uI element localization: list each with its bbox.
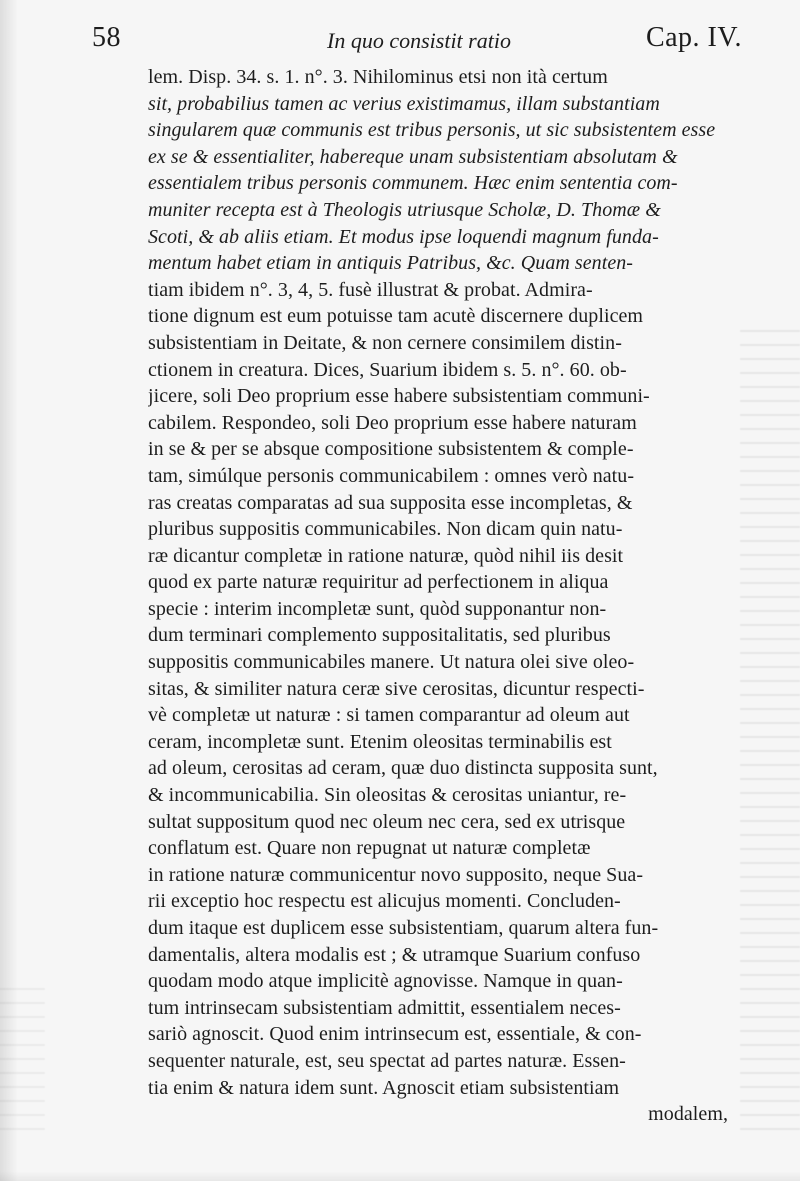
text-line-8: mentum habet etiam in antiquis Patribus, &c. Quam senten- — [148, 252, 634, 275]
text-line-30: conflatum est. Quare non repugnat ut naturæ completæ — [148, 837, 591, 860]
text-line-25: vè completæ ut naturæ : si tamen comparantur ad oleum aut — [148, 704, 630, 727]
text-line-1: lem. Disp. 34. s. 1. n°. 3. Nihilominus etsi non ità certum — [148, 66, 608, 88]
text-line-12: ctionem in creatura. Dices, Suarium ibidem s. 5. n°. 60. ob- — [148, 358, 627, 381]
text-line-16: tam, simúlque personis communicabilem : omnes verò natu- — [148, 464, 635, 487]
running-title: In quo consistit ratio — [327, 28, 511, 53]
text-line-32: rii exceptio hoc respectu est alicujus momenti. Concluden- — [148, 890, 621, 913]
text-line-3: singularem quæ communis est tribus personis, ut sic subsistentem esse — [148, 119, 716, 142]
text-line-4: ex se & essentialiter, habereque unam subsistentiam absolutam & — [148, 145, 678, 168]
text-line-13: jicere, soli Deo proprium esse habere subsistentiam communi- — [148, 385, 650, 408]
text-line-31: in ratione naturæ communicentur novo supposito, neque Sua- — [148, 863, 644, 886]
page-number: 58 — [92, 22, 121, 53]
text-line-39: tia enim & natura idem sunt. Agnoscit etiam subsistentiam — [148, 1076, 620, 1099]
text-line-22: dum terminari complemento suppositalitatis, sed pluribus — [148, 624, 611, 647]
body-text — [148, 64, 738, 1128]
page-header — [92, 18, 742, 60]
text-line-9: tiam ibidem n°. 3, 4, 5. fusè illustrat & probat. Admira- — [148, 278, 593, 301]
text-line-18: pluribus suppositis communicabiles. Non dicam quin natu- — [148, 518, 623, 541]
chapter-label: Cap. IV. — [645, 22, 742, 53]
text-line-6: muniter recepta est à Theologis utriusque Scholæ, D. Thomæ & — [148, 198, 661, 221]
text-line-21: specie : interim incompletæ sunt, quòd supponantur non- — [148, 597, 607, 620]
text-line-17: ras creatas comparatas ad sua supposita esse incompletas, & — [148, 491, 633, 514]
text-line-33: dum itaque est duplicem esse subsistentiam, quarum altera fun- — [148, 917, 659, 939]
text-line-14: cabilem. Respondeo, soli Deo proprium esse habere naturam — [148, 411, 637, 434]
text-line-36: tum intrinsecam subsistentiam admittit, essentialem neces- — [148, 996, 621, 1019]
show-through-right — [740, 330, 800, 1130]
text-line-38: sequenter naturale, est, seu spectat ad partes naturæ. Essen- — [148, 1049, 626, 1072]
text-line-5: essentialem tribus personis communem. Hæc enim sententia com- — [148, 172, 678, 195]
text-line-10: tione dignum est eum potuisse tam acutè discernere duplicem — [148, 305, 644, 328]
text-line-19: ræ dicantur completæ in ratione naturæ, quòd nihil iis desit — [148, 544, 624, 567]
text-line-28: & incommunicabilia. Sin oleositas & cerositas uniantur, re- — [148, 784, 627, 807]
text-line-29: sultat suppositum quod nec oleum nec cera, sed ex utrisque — [148, 810, 626, 833]
text-line-27: ad oleum, cerositas ad ceram, quæ duo distincta supposita sunt, — [148, 757, 658, 780]
text-line-15: in se & per se absque compositione subsistentem & comple- — [148, 438, 634, 461]
text-line-2: sit, probabilius tamen ac verius existimamus, illam substantiam — [148, 92, 660, 115]
catchword: modalem, — [648, 1103, 728, 1126]
text-line-11: subsistentiam in Deitate, & non cernere consimilem distin- — [148, 331, 622, 354]
text-line-24: sitas, & similiter natura ceræ sive cerositas, dicuntur respecti- — [148, 677, 645, 700]
show-through-left — [0, 980, 45, 1130]
text-line-34: damentalis, altera modalis est ; & utramque Suarium confuso — [148, 943, 641, 966]
text-line-23: suppositis communicabiles manere. Ut natura olei sive oleo- — [148, 651, 635, 674]
text-line-35: quodam modo atque implicitè agnovisse. Namque in quan- — [148, 970, 623, 993]
text-line-37: sariò agnoscit. Quod enim intrinsecum est, essentiale, & con- — [148, 1023, 642, 1046]
text-line-20: quod ex parte naturæ requiritur ad perfectionem in aliqua — [148, 571, 609, 594]
text-line-7: Scoti, & ab aliis etiam. Et modus ipse loquendi magnum funda- — [148, 225, 659, 248]
text-line-26: ceram, incompletæ sunt. Etenim oleositas terminabilis est — [148, 730, 612, 753]
